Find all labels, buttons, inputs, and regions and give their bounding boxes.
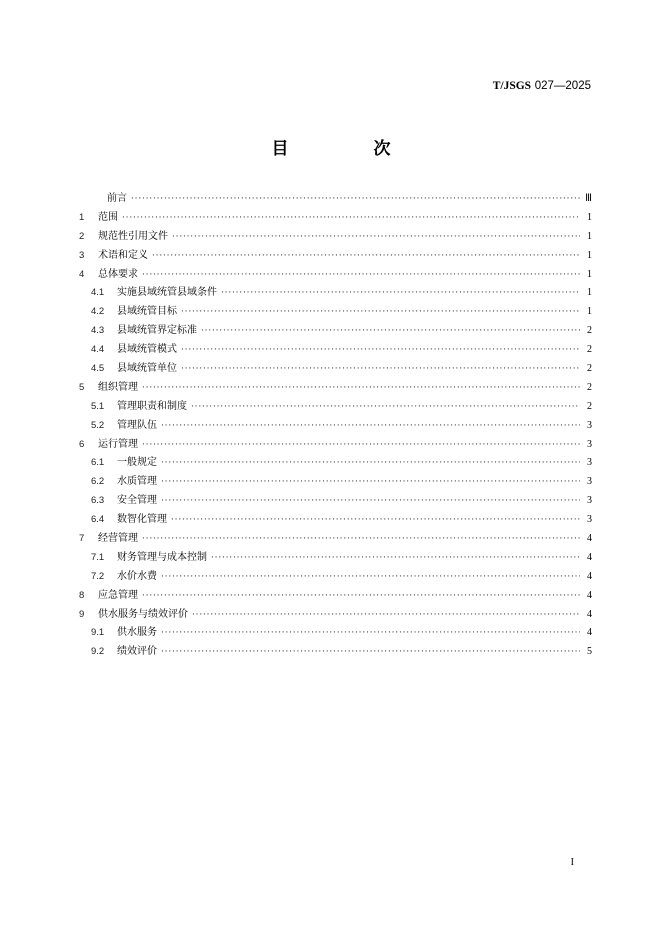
- toc-entry-title: 一般规定: [117, 457, 157, 469]
- page-number: I: [570, 857, 574, 868]
- toc-entry-page: 4: [587, 570, 592, 582]
- toc-entry-page: 2: [587, 381, 592, 393]
- toc-dot-leader: [181, 303, 580, 322]
- toc-entry-title: 县域统管界定标准: [117, 325, 197, 337]
- toc-dot-leader: [161, 568, 580, 587]
- toc-entry-number: 5: [79, 381, 85, 393]
- standard-code: T/JSGS: [492, 80, 532, 92]
- toc-entry-number: 1: [79, 211, 85, 223]
- toc-dot-leader: [161, 417, 580, 436]
- toc-entry-page: 2: [587, 363, 592, 375]
- toc-entry-number: 6: [79, 438, 85, 450]
- toc-entry[interactable]: [79, 511, 592, 530]
- toc-dot-leader: [142, 436, 580, 455]
- toc-dot-leader: [131, 190, 580, 209]
- toc-dot-leader: [142, 266, 580, 285]
- toc-entry-title: 组织管理: [98, 381, 138, 393]
- toc-dot-leader: [161, 454, 580, 473]
- toc-entry-page: 1: [587, 268, 592, 280]
- toc-entry-number: 9.1: [91, 627, 105, 639]
- toc-entry-page: Ⅲ: [585, 193, 592, 204]
- toc-dot-leader: [161, 624, 580, 643]
- toc-entry-number: 3: [79, 249, 85, 261]
- toc-entry-page: 1: [587, 230, 592, 242]
- toc-dot-leader: [161, 643, 580, 662]
- toc-entry-number: 6.3: [91, 495, 105, 507]
- toc-entry-page: 4: [587, 533, 592, 545]
- toc-entry-number: 9.2: [91, 646, 105, 658]
- toc-entry[interactable]: [79, 209, 592, 228]
- toc-entry-number: 4.1: [91, 287, 105, 299]
- toc-entry-title: 供水服务与绩效评价: [98, 608, 188, 620]
- toc-entry-title: 应急管理: [98, 589, 138, 601]
- toc-dot-leader: [172, 228, 580, 247]
- toc-entry-title: 水质管理: [117, 476, 157, 488]
- table-of-contents: [79, 190, 592, 662]
- toc-entry-title: 范围: [98, 211, 118, 223]
- toc-entry-number: 2: [79, 230, 85, 242]
- toc-entry-title: 规范性引用文件: [98, 230, 168, 242]
- toc-entry-page: 1: [587, 249, 592, 261]
- toc-entry-title: 术语和定义: [98, 249, 148, 261]
- toc-dot-leader: [142, 587, 580, 606]
- toc-entry-number: 7.2: [91, 570, 105, 582]
- toc-entry[interactable]: [79, 587, 592, 606]
- toc-entry[interactable]: [79, 228, 592, 247]
- toc-entry-page: 2: [587, 325, 592, 337]
- toc-entry-number: 4.3: [91, 325, 105, 337]
- toc-entry[interactable]: [79, 643, 592, 662]
- toc-entry-page: 3: [587, 419, 592, 431]
- toc-entry-title: 财务管理与成本控制: [117, 551, 207, 563]
- toc-entry-number: 9: [79, 608, 85, 620]
- standard-number: 027—2025: [534, 80, 591, 92]
- toc-entry-title: 水价水费: [117, 570, 157, 582]
- toc-entry-number: 4: [79, 268, 85, 280]
- toc-entry[interactable]: [79, 360, 592, 379]
- toc-entry-page: 1: [587, 287, 592, 299]
- toc-entry-number: 6.2: [91, 476, 105, 488]
- toc-entry[interactable]: [79, 379, 592, 398]
- toc-entry-page: 2: [587, 400, 592, 412]
- toc-entry-title: 总体要求: [98, 268, 138, 280]
- toc-entry-page: 4: [587, 608, 592, 620]
- toc-entry-number: 4.5: [91, 363, 105, 375]
- toc-entry[interactable]: [79, 606, 592, 625]
- toc-entry[interactable]: [79, 492, 592, 511]
- toc-entry-page: 4: [587, 551, 592, 563]
- toc-dot-leader: [122, 209, 580, 228]
- document-standard-code: [493, 78, 591, 92]
- toc-entry-title: 运行管理: [98, 438, 138, 450]
- toc-entry[interactable]: [79, 549, 592, 568]
- toc-dot-leader: [181, 360, 580, 379]
- toc-dot-leader: [161, 492, 580, 511]
- toc-entry-number: 6.4: [91, 514, 105, 526]
- toc-entry-number: 6.1: [91, 457, 105, 469]
- toc-entry-number: 5.2: [91, 419, 105, 431]
- toc-entry-page: 2: [587, 344, 592, 356]
- toc-entry-page: 1: [587, 211, 592, 223]
- toc-entry-title: 前言: [107, 193, 127, 204]
- toc-entry[interactable]: [79, 568, 592, 587]
- toc-entry[interactable]: [79, 530, 592, 549]
- toc-entry[interactable]: [79, 284, 592, 303]
- toc-entry[interactable]: [79, 473, 592, 492]
- toc-entry-number: 8: [79, 589, 85, 601]
- toc-entry[interactable]: [79, 341, 592, 360]
- toc-entry-title: 经营管理: [98, 533, 138, 545]
- toc-entry-title: 绩效评价: [117, 646, 157, 658]
- toc-entry-title: 安全管理: [117, 495, 157, 507]
- toc-dot-leader: [201, 322, 580, 341]
- toc-entry[interactable]: [79, 454, 592, 473]
- toc-entry-page: 3: [587, 495, 592, 507]
- toc-entry-number: 5.1: [91, 400, 105, 412]
- toc-entry-number: 7: [79, 533, 85, 545]
- toc-entry-title: 实施县域统管县域条件: [117, 287, 217, 299]
- toc-entry-title: 县域统管单位: [117, 363, 177, 375]
- toc-dot-leader: [152, 247, 580, 266]
- toc-entry[interactable]: [79, 322, 592, 341]
- toc-entry[interactable]: [79, 436, 592, 455]
- toc-entry-number: 4.4: [91, 344, 105, 356]
- toc-entry-title: 县域统管目标: [117, 306, 177, 318]
- toc-entry-page: 3: [587, 514, 592, 526]
- toc-dot-leader: [192, 606, 580, 625]
- toc-dot-leader: [221, 284, 580, 303]
- toc-entry-title: 管理队伍: [117, 419, 157, 431]
- toc-heading: 目 次: [271, 139, 425, 159]
- toc-dot-leader: [161, 473, 580, 492]
- toc-entry[interactable]: [79, 247, 592, 266]
- toc-entry-page: 4: [587, 589, 592, 601]
- toc-entry-page: 3: [587, 457, 592, 469]
- toc-entry-number: 4.2: [91, 306, 105, 318]
- toc-entry[interactable]: [79, 303, 592, 322]
- toc-entry[interactable]: [79, 417, 592, 436]
- toc-dot-leader: [191, 398, 580, 417]
- toc-entry-title: 供水服务: [117, 627, 157, 639]
- toc-entry[interactable]: [79, 266, 592, 285]
- toc-entry-title: 数智化管理: [117, 514, 167, 526]
- toc-entry[interactable]: [79, 624, 592, 643]
- toc-entry-page: 1: [587, 306, 592, 318]
- toc-entry-page: 4: [587, 627, 592, 639]
- toc-entry[interactable]: [79, 190, 592, 209]
- toc-entry-title: 县域统管模式: [117, 344, 177, 356]
- toc-dot-leader: [181, 341, 580, 360]
- toc-dot-leader: [142, 379, 580, 398]
- toc-entry-number: 7.1: [91, 551, 105, 563]
- toc-entry[interactable]: [79, 398, 592, 417]
- toc-entry-title: 管理职责和制度: [117, 400, 187, 412]
- toc-dot-leader: [171, 511, 580, 530]
- toc-dot-leader: [211, 549, 580, 568]
- toc-dot-leader: [142, 530, 580, 549]
- toc-entry-page: 5: [587, 646, 592, 658]
- toc-entry-page: 3: [587, 438, 592, 450]
- toc-entry-page: 3: [587, 476, 592, 488]
